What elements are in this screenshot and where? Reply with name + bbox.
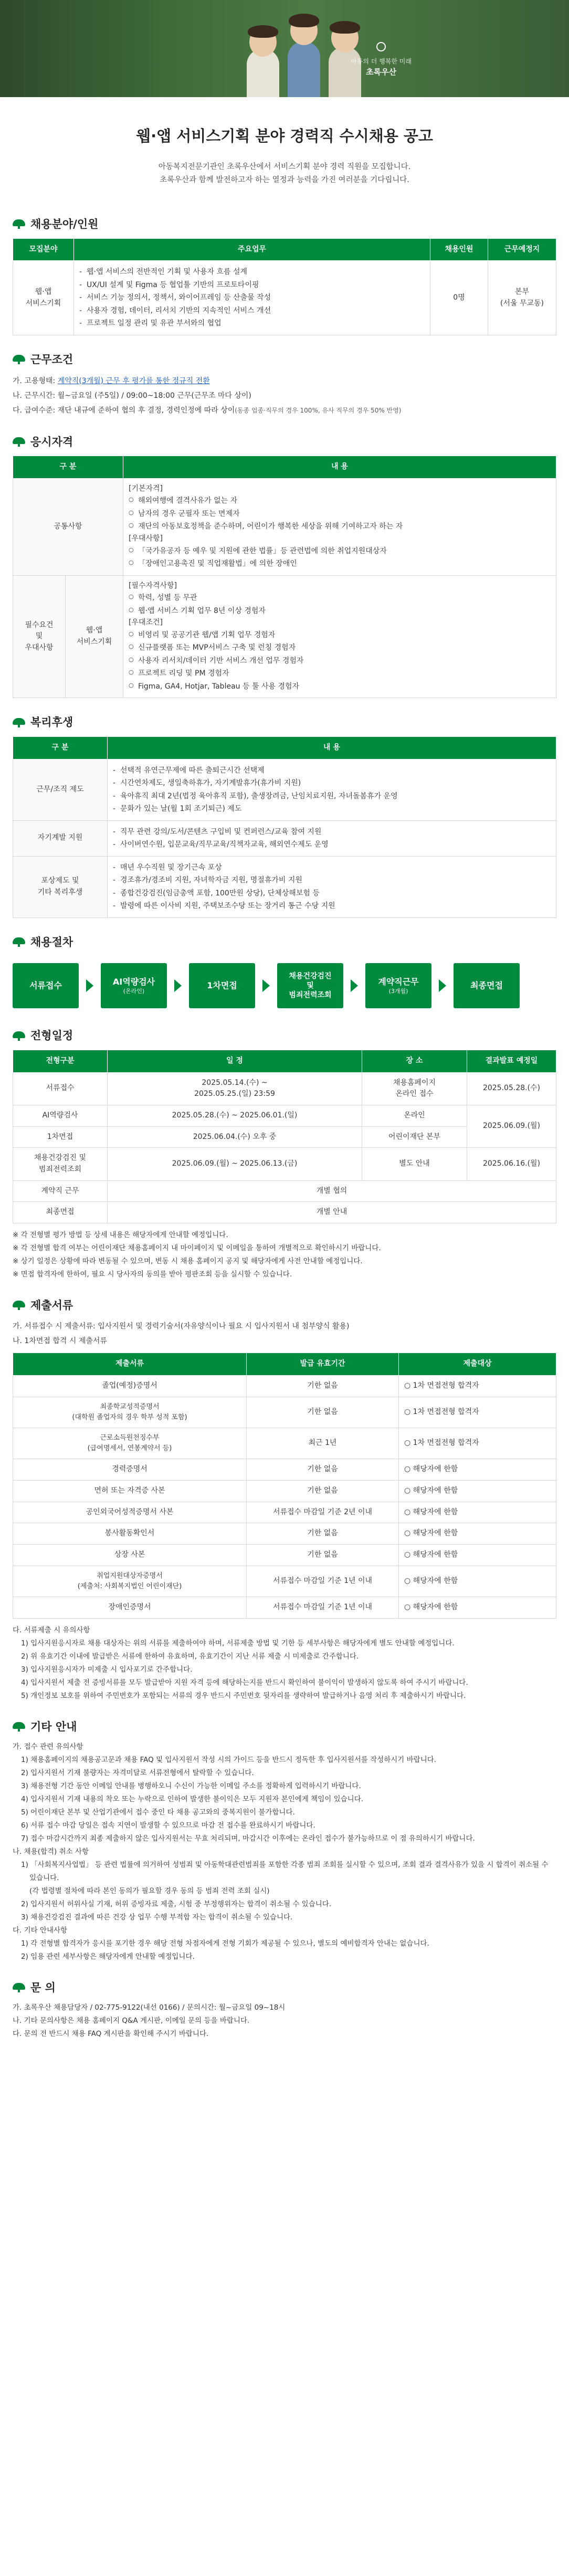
- row-label: 자기계발 지원: [13, 820, 108, 856]
- umbrella-icon: [13, 1031, 25, 1041]
- contact-phone: 가. 초록우산 채용담당자 / 02-775-9122(내선 0166) / 문의시간: 월~금요일 09~18시: [13, 2003, 286, 2012]
- table-row: 1차면접 2025.06.04.(수) 오후 중 어린이재단 본부: [13, 1126, 556, 1148]
- table-row: 장애인증명서 서류접수 마감일 기준 1년 이내 ○ 해당자에 한함: [13, 1597, 556, 1619]
- section-title: 근무조건: [30, 353, 73, 366]
- section-header: [13, 1027, 556, 1044]
- working-hours: 나. 근무시간: 월~금요일 (주5일) / 09:00~18:00 근무(근무조 마다 상이): [13, 391, 251, 400]
- table-row: 서류접수 2025.05.14.(수) ~ 2025.05.25.(일) 23:59 채용홈페이지 온라인 접수 2025.05.28.(수): [13, 1072, 556, 1105]
- list-item: - 육아휴직 최대 2년(법정 육아휴직 포함), 출생장려금, 난임치료지원, 자녀돌봄휴가 운영: [113, 790, 551, 803]
- section-header: [13, 216, 556, 233]
- table-row: AI역량검사 2025.05.28.(수) ~ 2025.06.01.(일) 온라인 2025.06.09.(월): [13, 1105, 556, 1126]
- list-item: ○ 「장애인고용촉진 및 직업재활법」에 의한 장애인: [129, 557, 551, 571]
- list-item: ○ 학력, 성별 등 무관: [129, 592, 551, 605]
- section-header: [13, 1979, 556, 1997]
- section-header: [13, 351, 556, 368]
- title-block: [0, 97, 569, 200]
- document-notes: 다. 서류제출 시 유의사항 1) 입사지원응시자로 채용 대상자는 위의 서류를 제출하여야 하며, 서류제출 방법 및 기한 등 세부사항은 해당자에게 별도 안내할 예정입니다. 2) 위 유효기간 이내에 발급받은 서류에 한하여 유효하며, 유효기간이 지난 서류 제출 시 미제출로 간주합니다. 3) 입사지원응시자가 미제출 시 입사포기로 간주합니다. 4) 입사지원서 제출 전 증빙서류를 모두 발급받아 지원 자격 등에 해당하는지를 반드시 확인하여 불이익이 발생하지 않도록 하여 주시기 바랍니다. 5) 개인정보 보호를 위하여 주민번호가 포함되는 서류의 경우 반드시 주민번호 뒷자리를 생략하여 발급하거나 음영 처리 후 제출하시기 바랍니다.: [13, 1625, 468, 1700]
- qualifications-table: [13, 456, 556, 698]
- table-header: 근무예정지: [488, 238, 556, 261]
- umbrella-icon: [13, 1301, 25, 1310]
- table-row: 봉사활동확인서 기한 없음 ○ 해당자에 한함: [13, 1523, 556, 1545]
- section-title: 전형일정: [30, 1029, 73, 1042]
- umbrella-icon: [13, 219, 25, 229]
- arrow-right-icon: [439, 979, 446, 992]
- position-field: 웹·앱 서비스기획: [13, 261, 74, 335]
- hero-brand: [351, 42, 412, 79]
- table-header: 제출대상: [399, 1353, 556, 1376]
- list-item: ○ 신규플랫폼 또는 MVP서비스 구축 및 런칭 경험자: [129, 641, 551, 654]
- section-title: 채용분야/인원: [30, 218, 99, 231]
- table-header: 채용인원: [430, 238, 488, 261]
- section-title: 문 의: [30, 1981, 56, 1994]
- schedule-notes: ※ 각 전형별 평가 방법 등 상세 내용은 해당자에게 안내할 예정입니다. ※ 각 전형별 합격 여부는 어린이재단 채용홈페이지 내 마이페이지 및 이메일을 통하여 개별적으로 확인하시기 바랍니다. ※ 상기 일정은 상황에 따라 변동될 수 있으며, 변동 시 채용 홈페이지 공지 및 해당자에게 사전 안내할 예정입니다. ※ 면접 합격자에 한하여, 필요 시 당사자의 동의를 받아 평판조회 등을 실시할 수 있습니다.: [13, 1231, 381, 1279]
- row-field: 웹·앱 서비스기획: [66, 575, 123, 698]
- umbrella-logo-icon: [376, 42, 386, 51]
- table-row: 근로소득원천징수부 (급여명세서, 연봉계약서 등) 최근 1년 ○ 1차 면접전형 합격자: [13, 1428, 556, 1459]
- hero-child-1-hair: [248, 25, 278, 38]
- list-item: - UX/UI 설계 및 Figma 등 협업툴 기반의 프로토타이핑: [79, 279, 425, 292]
- table-header: 모집분야: [13, 238, 74, 261]
- section-conditions: [0, 351, 569, 418]
- section-title: 복리후생: [30, 716, 73, 729]
- table-row: [13, 820, 556, 856]
- process-step: 채용건강검진 및 범죄전력조회: [277, 963, 343, 1008]
- list-item: ○ 사용자 리서치/데이터 기반 서비스 개선 업무 경험자: [129, 654, 551, 668]
- arrow-right-icon: [86, 979, 93, 992]
- section-title: 제출서류: [30, 1298, 73, 1312]
- list-item: ○ 남자의 경우 군필자 또는 면제자: [129, 508, 551, 521]
- list-item: - 선택적 유연근무제에 따른 출퇴근시간 선택제: [113, 764, 551, 777]
- hero-child-3-hair: [330, 21, 360, 34]
- table-row: 경력증명서 기한 없음 ○ 해당자에 한함: [13, 1459, 556, 1481]
- process-step: 최종면접: [454, 963, 520, 1008]
- table-row: 상장 사본 기한 없음 ○ 해당자에 한함: [13, 1545, 556, 1566]
- section-schedule: [0, 1027, 569, 1281]
- table-header: 주요업무: [74, 238, 430, 261]
- table-header: 발급 유효기간: [247, 1353, 399, 1376]
- section-header: [13, 434, 556, 451]
- umbrella-icon: [13, 937, 25, 947]
- table-header: 제출서류: [13, 1353, 247, 1376]
- table-header: 전형구분: [13, 1050, 108, 1072]
- section-positions: [0, 216, 569, 335]
- row-label: 공통사항: [13, 478, 123, 575]
- list-item: ○ 재단의 아동보호정책을 준수하며, 어린이가 행복한 세상을 위해 기여하고자 하는 자: [129, 520, 551, 533]
- table-row: 채용건강검진 및 범죄전력조회 2025.06.09.(월) ~ 2025.06.13.(금) 별도 안내 2025.06.16.(월): [13, 1148, 556, 1180]
- section-header: [13, 1718, 556, 1736]
- position-count: 0명: [430, 261, 488, 335]
- row-content: [필수자격사항] ○ 학력, 성별 등 무관 ○ 웹·앱 서비스 기획 업무 8년 이상 경험자 [우대조건] ○ 비영리 및 공공기관 웹/앱 기획 업무 경험자 ○ 신규플랫폼 또는 MVP서비스 구축 및 런칭 경험자 ○ 사용자 리서치/데이터 기반 서비스 개선 업무 경험자 ○ 프로젝트 리딩 및 PM 경험자 ○ Figma, GA4, Hotjar, Tableau 등 툴 사용 경험자: [123, 575, 556, 698]
- section-title: 채용절차: [30, 935, 73, 948]
- hero-child-2-hair: [289, 14, 319, 27]
- table-row: 졸업(예정)증명서 기한 없음 ○ 1차 면접전형 합격자: [13, 1376, 556, 1397]
- table-row: 최종학교성적증명서 (대학원 졸업자의 경우 학부 성적 포함) 기한 없음 ○ 1차 면접전형 합격자: [13, 1397, 556, 1428]
- arrow-right-icon: [351, 979, 358, 992]
- table-row: 취업지원대상자증명서 (제출처: 사회복지법인 어린이재단) 서류접수 마감일 기준 1년 이내 ○ 해당자에 한함: [13, 1566, 556, 1597]
- hero-banner: [0, 0, 569, 97]
- list-item: - 웹·앱 서비스의 전반적인 기획 및 사용자 흐름 설계: [79, 266, 425, 279]
- employment-type: 가. 고용형태: 계약직(3개월) 근무 후 평가를 통한 정규직 전환: [13, 376, 210, 385]
- list-item: ○ 해외여행에 결격사유가 없는 자: [129, 494, 551, 508]
- section-other-info: 기타 안내 가. 접수 관련 유의사항 1) 채용홈페이지의 채용공고문과 채용 FAQ 및 입사지원서 작성 시의 가이드 등을 반드시 정독한 후 입사지원서를 작성하시기 바랍니다. 2) 입사지원서 기재 불량자는 자격미달로 서류전형에서 탈락할 수 있습니다. 3) 채용전형 기간 동안 이메일 안내를 병행하오니 수신이 가능한 이메일 주소를 정확하게 입력하시기 바랍니다. 4) 입사지원서 기재 내용의 착오 또는 누락으로 인하여 발생한 불이익은 모두 지원자 본인에게 책임이 있습니다. 5) 어린이재단 본부 및 산업기관에서 접수 중인 타 채용 공고와의 중복지원이 불가합니다. 6) 서류 접수 마감 당일은 접속 지연이 발생할 수 있으므로 마감 전 접수를 완료하시기 바랍니다. 7) 접수 마감시간까지 최종 제출하지 않은 입사지원서는 무효 처리되며, 마감시간 이후에는 온라인 접수가 불가능하므로 이 점 유의하시기 바랍니다. 나. 채용(합격) 취소 사항 1) 「사회복지사업법」 등 관련 법률에 의거하여 성범죄 및 아동학대관련범죄를 포함한 각종 범죄 조회를 실시할 수 있으며, 조회 결과 결격사유가 있을 시 합격이 취소될 수 있습니다. (각 법령별 절차에 따라 본인 동의가 필요할 경우 동의 등 범죄 전력 조회 실시) 2) 입사지원서 허위사실 기재, 허위 증빙자료 제출, 시험 중 부정행위자는 합격이 취소될 수 있습니다. 3) 채용건강검진 결과에 따른 건강 상 업무 수행 부적합 자는 합격이 취소될 수 있습니다. 다. 기타 안내사항 1) 각 전형별 합격자가 응시를 포기한 경우 해당 전형 차점자에게 전형 기회가 제공될 수 있으나, 별도의 예비합격자 안내는 없습니다. 2) 임용 관련 세부사항은 해당자에게 안내할 예정입니다.: [0, 1718, 569, 1963]
- table-header: 구 분: [13, 456, 123, 479]
- salary: 다. 급여수준: 재단 내규에 준하여 협의 후 결정, 경력인정에 따라 상이(동종 업종·직무의 경우 100%, 유사 직무의 경우 50% 반영): [13, 406, 402, 415]
- hero-brand-name: 초록우산: [366, 67, 397, 77]
- positions-table: [13, 238, 556, 335]
- table-header: 구 분: [13, 737, 108, 759]
- table-row: 최종면접 개별 안내: [13, 1202, 556, 1223]
- employment-type-link[interactable]: 계약직(3개월) 근무 후 평가를 통한 정규직 전환: [57, 376, 210, 385]
- section-title: 응시자격: [30, 435, 73, 448]
- list-item: - 프로젝트 일정 관리 및 유관 부서와의 협업: [79, 317, 425, 330]
- list-item: - 사용자 경험, 데이터, 리서치 기반의 지속적인 서비스 개선: [79, 304, 425, 318]
- list-item: - 문화가 있는 날(월 1회 조기퇴근) 제도: [113, 803, 551, 816]
- table-row: [13, 759, 556, 820]
- table-row: 면허 또는 자격증 사본 기한 없음 ○ 해당자에 한함: [13, 1481, 556, 1502]
- section-title: 기타 안내: [30, 1720, 77, 1733]
- list-item: ○ 비영리 및 공공기관 웹/앱 기획 업무 경험자: [129, 629, 551, 642]
- contact-faq: 다. 문의 전 반드시 채용 FAQ 게시판을 확인해 주시기 바랍니다.: [13, 2030, 209, 2039]
- process-step: AI역량검사 (온라인): [101, 963, 167, 1008]
- list-item: ○ 프로젝트 리딩 및 PM 경험자: [129, 667, 551, 680]
- list-item: - 사이버연수원, 입문교육/직무교육/직책자교육, 해외연수제도 운영: [113, 838, 551, 851]
- section-contact: [0, 1979, 569, 2041]
- list-item: - 경조휴가/경조비 지원, 자녀학자금 지원, 명절휴가비 지원: [113, 874, 551, 887]
- section-header: [13, 714, 556, 731]
- table-header: 내 용: [123, 456, 556, 479]
- list-item: ○ 웹·앱 서비스 기획 업무 8년 이상 경험자: [129, 605, 551, 618]
- hero-subtitle: 아동의 더 행복한 미래: [351, 57, 412, 65]
- table-row: [13, 856, 556, 917]
- row-content: [기본자격] ○ 해외여행에 결격사유가 없는 자 ○ 남자의 경우 군필자 또는 면제자 ○ 재단의 아동보호정책을 준수하며, 어린이가 행복한 세상을 위해 기여하고자 하는 자 [우대사항] ○ 「국가유공자 등 예우 및 지원에 관한 법률」등 관련법에 의한 취업지원대상자 ○ 「장애인고용촉진 및 직업재활법」에 의한 장애인: [123, 478, 556, 575]
- list-item: - 서비스 기능 정의서, 정책서, 와이어프레임 등 산출물 작성: [79, 291, 425, 304]
- intro-line-1: 아동복지전문기관인 초록우산에서 서비스기획 분야 경력 직원을 모집합니다.: [158, 162, 411, 171]
- arrow-right-icon: [262, 979, 270, 992]
- table-row: 공인외국어성적증명서 사본 서류접수 마감일 기준 2년 이내 ○ 해당자에 한함: [13, 1502, 556, 1523]
- table-header: 결과발표 예정일: [467, 1050, 556, 1072]
- row-label: 필수요건 및 우대사항: [13, 575, 66, 698]
- section-benefits: [0, 714, 569, 917]
- hero-child-2: [288, 41, 320, 97]
- page-title: 웹·앱 서비스기획 분야 경력직 수시채용 공고: [136, 127, 433, 145]
- table-row: 계약직 근무 개별 협의: [13, 1180, 556, 1202]
- umbrella-icon: [13, 718, 25, 727]
- umbrella-icon: [13, 437, 25, 447]
- conditions-list: [13, 374, 556, 418]
- section-process: [0, 934, 569, 1012]
- umbrella-icon: [13, 1983, 25, 1992]
- table-header: 일 정: [108, 1050, 362, 1072]
- position-place: 본부 (서울 무교동): [488, 261, 556, 335]
- position-duties: [74, 261, 430, 335]
- list-item: - 매년 우수직원 및 장기근속 포상: [113, 861, 551, 874]
- contact-qna: 나. 기타 문의사항은 채용 홈페이지 Q&A 게시판, 이메일 문의 등을 바랍니다.: [13, 2017, 250, 2025]
- section-qualifications: [0, 434, 569, 699]
- intro-line-2: 초록우산과 함께 발전하고자 하는 열정과 능력을 가진 여러분을 기다립니다.: [160, 175, 409, 184]
- list-item: ○ Figma, GA4, Hotjar, Tableau 등 툴 사용 경험자: [129, 680, 551, 693]
- list-item: - 종합건강검진(임금총액 포함, 100만원 상당), 단체상해보험 등: [113, 887, 551, 900]
- list-item: ○ 「국가유공자 등 예우 및 지원에 관한 법률」등 관련법에 의한 취업지원대상자: [129, 545, 551, 558]
- process-steps: [13, 956, 556, 1011]
- section-documents: 제출서류 가. 서류접수 시 제출서류: 입사지원서 및 경력기술서(자유양식이나 필요 시 입사지원서 내 첨부양식 활용) 나. 1차면접 합격 시 제출서류 제출서류 발급 유효기간 제출대상 졸업(예정)증명서 기한 없음 ○ 1차 면접전형 합격자 최종학교성적증명서 (대학원 졸업자의 경우 학부 성적 포함) 기한 없음 ○ 1차 면접전형 합격자 근로소득원천징수부 (급여명세서, 연봉계약서 등) 최근 1년 ○ 1차 면접전형 합격자 경력증명서 기한 없음 ○ 해당자에 한함 면허 또는 자격증 사본 기한 없음 ○ 해당자에 한함 공인외국어성적증명서 사본 서류접수 마감일 기준 2년 이내 ○ 해당자에 한함 봉사활동확인서 기한 없음 ○ 해당자에 한함 상장 사본 기한 없음 ○ 해당자에 한함 취업지원대상자증명서 (제출처: 사회복지법인 어린이재단) 서류접수 마감일 기준 1년 이내 ○ 해당자에 한함 장애인증명서 서류접수 마감일 기준 1년 이내 ○ 해당자에 한함 다. 서류제출 시 유의사항 1) 입사지원응시자로 채용 대상자는 위의 서류를 제출하여야 하며, 서류제출 방법 및 기한 등 세부사항은 해당자에게 별도 안내할 예정입니다. 2) 위 유효기간 이내에 발급받은 서류에 한하여 유효하며, 유효기간이 지난 서류 제출 시 미제출로 간주합니다. 3) 입사지원응시자가 미제출 시 입사포기로 간주합니다. 4) 입사지원서 제출 전 증빙서류를 모두 발급받아 지원 자격 등에 해당하는지를 반드시 확인하여 불이익이 발생하지 않도록 하여 주시기 바랍니다. 5) 개인정보 보호를 위하여 주민번호가 포함되는 서류의 경우 반드시 주민번호 뒷자리를 생략하여 발급하거나 음영 처리 후 제출하시기 바랍니다.: [0, 1297, 569, 1703]
- row-label: 근무/조직 제도: [13, 759, 108, 820]
- process-step: 계약직근무 (3개월): [365, 963, 431, 1008]
- benefits-table: [13, 736, 556, 918]
- umbrella-icon: [13, 355, 25, 364]
- table-header: 내 용: [108, 737, 556, 759]
- list-item: - 직무 관련 강의/도서/콘텐츠 구입비 및 컨퍼런스/교육 참여 지원: [113, 826, 551, 839]
- documents-table: [13, 1353, 556, 1618]
- table-header: 장 소: [362, 1050, 467, 1072]
- process-step: 서류접수: [13, 963, 79, 1008]
- section-header: [13, 1297, 556, 1314]
- umbrella-icon: [13, 1722, 25, 1732]
- list-item: - 발령에 따른 이사비 지원, 주택보조수당 또는 장거리 통근 수당 지원: [113, 900, 551, 913]
- section-header: [13, 934, 556, 951]
- row-label: 포상제도 및 기타 복리후생: [13, 856, 108, 917]
- process-step: 1차면접: [189, 963, 255, 1008]
- arrow-right-icon: [174, 979, 182, 992]
- schedule-table: [13, 1050, 556, 1223]
- list-item: - 시간연차제도, 생일축하휴가, 자기계발휴가(휴가비 지원): [113, 777, 551, 790]
